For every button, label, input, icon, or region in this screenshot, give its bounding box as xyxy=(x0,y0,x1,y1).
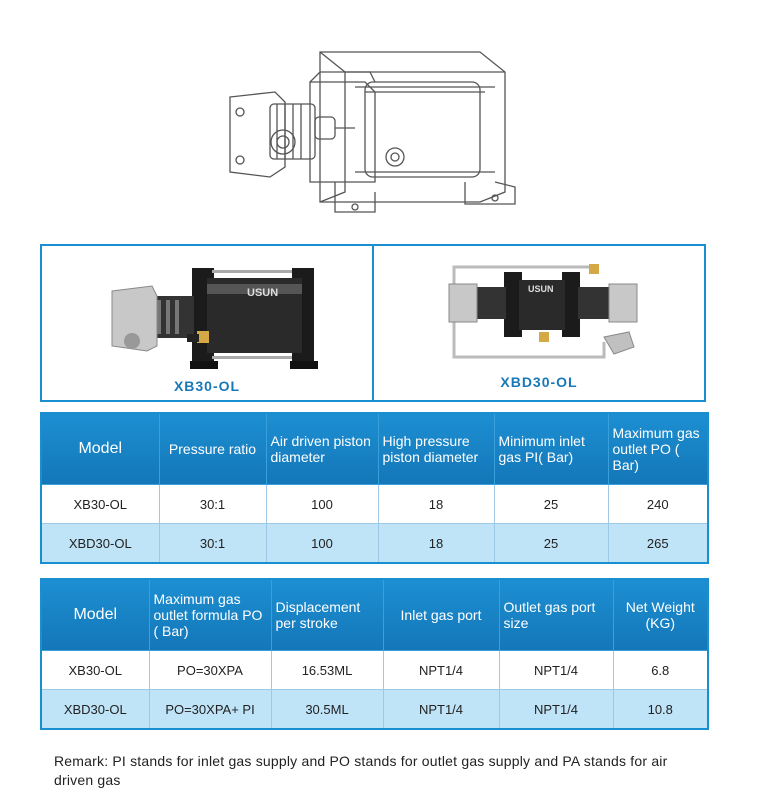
header-max-gas-outlet: Maximum gas outlet PO ( Bar) xyxy=(608,413,708,485)
brand-label-2: USUN xyxy=(528,284,554,294)
photo-cell-xb30 xyxy=(42,246,372,400)
brand-label: USUN xyxy=(247,287,279,299)
table-row xyxy=(41,651,708,690)
cell-model: XB30-OL xyxy=(41,651,149,690)
table-2-header-row xyxy=(41,579,708,651)
table-1-header-row xyxy=(41,413,708,485)
cell-displacement: 30.5ML xyxy=(271,690,383,730)
spec-table-2 xyxy=(40,578,709,730)
cell-max-gas-outlet: 265 xyxy=(608,524,708,564)
table-row xyxy=(41,524,708,564)
photo-cell-xbd30 xyxy=(372,246,704,400)
cell-net-weight: 6.8 xyxy=(613,651,708,690)
cell-outlet-gas-port: NPT1/4 xyxy=(499,651,613,690)
header-model: Model xyxy=(41,579,149,651)
cell-max-gas-outlet: 240 xyxy=(608,485,708,524)
cell-outlet-gas-port: NPT1/4 xyxy=(499,690,613,730)
cell-min-inlet-gas: 25 xyxy=(494,485,608,524)
header-outlet-gas-port: Outlet gas port size xyxy=(499,579,613,651)
header-inlet-gas-port: Inlet gas port xyxy=(383,579,499,651)
photo-caption-xb30: XB30-OL xyxy=(173,378,241,394)
xbd30-pump-photo xyxy=(434,252,654,372)
photo-caption-xbd30: XBD30-OL xyxy=(500,374,578,390)
cell-hp-piston-diameter: 18 xyxy=(378,524,494,564)
cell-model: XB30-OL xyxy=(41,485,159,524)
table-row xyxy=(41,485,708,524)
header-hp-piston-diameter: High pressure piston diameter xyxy=(378,413,494,485)
cell-model: XBD30-OL xyxy=(41,524,159,564)
cell-pressure-ratio: 30:1 xyxy=(159,524,266,564)
cell-air-piston-diameter: 100 xyxy=(266,485,378,524)
header-pressure-ratio: Pressure ratio xyxy=(159,413,266,485)
cell-net-weight: 10.8 xyxy=(613,690,708,730)
cell-hp-piston-diameter: 18 xyxy=(378,485,494,524)
cell-min-inlet-gas: 25 xyxy=(494,524,608,564)
header-net-weight: Net Weight (KG) xyxy=(613,579,708,651)
cell-displacement: 16.53ML xyxy=(271,651,383,690)
cell-outlet-formula: PO=30XPA+ PI xyxy=(149,690,271,730)
cell-inlet-gas-port: NPT1/4 xyxy=(383,690,499,730)
table-row xyxy=(41,690,708,730)
cell-model: XBD30-OL xyxy=(41,690,149,730)
cell-pressure-ratio: 30:1 xyxy=(159,485,266,524)
header-displacement: Displacement per stroke xyxy=(271,579,383,651)
header-air-piston-diameter: Air driven piston diameter xyxy=(266,413,378,485)
remark-text: Remark: PI stands for inlet gas supply and PO stands for outlet gas supply and PA stands for air driven gas xyxy=(54,753,668,788)
pump-line-drawing xyxy=(215,42,545,222)
cell-inlet-gas-port: NPT1/4 xyxy=(383,651,499,690)
product-photo-panel xyxy=(40,244,706,402)
xb30-pump-photo xyxy=(102,256,342,376)
cell-air-piston-diameter: 100 xyxy=(266,524,378,564)
header-model: Model xyxy=(41,413,159,485)
header-max-outlet-formula: Maximum gas outlet formula PO ( Bar) xyxy=(149,579,271,651)
cell-outlet-formula: PO=30XPA xyxy=(149,651,271,690)
header-min-inlet-gas: Minimum inlet gas PI( Bar) xyxy=(494,413,608,485)
spec-table-1 xyxy=(40,412,709,564)
